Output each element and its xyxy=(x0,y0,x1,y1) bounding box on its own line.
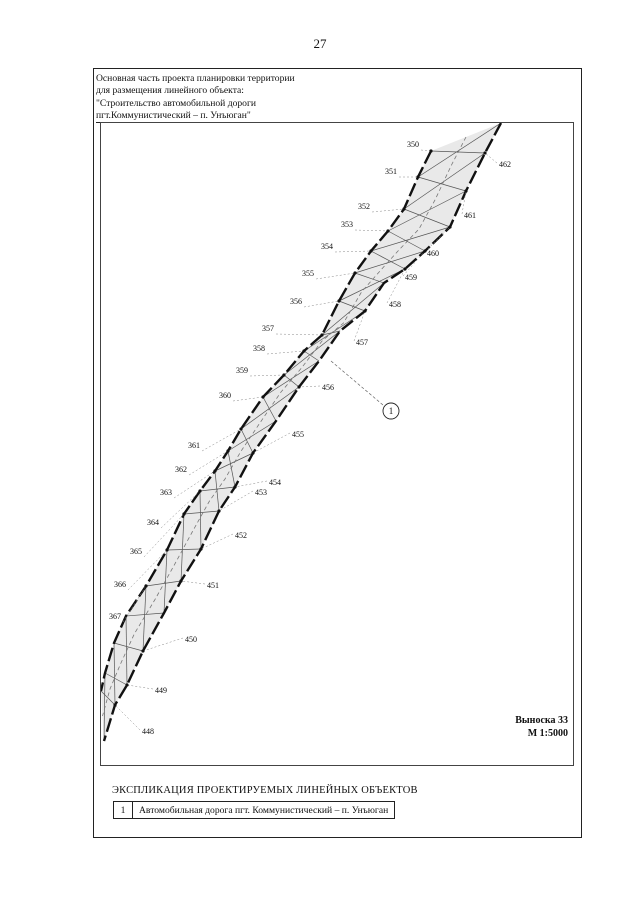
label-leader-line xyxy=(115,705,140,730)
title-block xyxy=(96,73,295,122)
boundary-point-label: 351 xyxy=(385,167,397,176)
row-number: 1 xyxy=(114,802,133,819)
label-leader-line xyxy=(316,273,355,279)
title-line-4: пгт.Коммунистический – п. Унъюган" xyxy=(96,109,251,121)
boundary-point-label: 451 xyxy=(207,581,219,590)
title-line-2: для размещения линейного объекта: xyxy=(96,85,244,97)
boundary-point-label: 352 xyxy=(358,202,370,211)
explication-table xyxy=(113,801,395,819)
boundary-point-label: 454 xyxy=(269,478,281,487)
callout-title: Выноска 33 xyxy=(515,715,568,726)
label-leader-line xyxy=(181,581,205,584)
label-leader-line xyxy=(250,375,284,376)
boundary-point-marker xyxy=(141,649,144,652)
boundary-point-marker xyxy=(179,579,182,582)
boundary-point-marker xyxy=(144,584,147,587)
callout-leader-line xyxy=(331,361,383,405)
label-leader-line xyxy=(485,153,497,163)
boundary-point-marker xyxy=(353,271,356,274)
row-name: Автомобильная дорога пгт. Коммунистический – п. Унъюган xyxy=(133,802,395,819)
boundary-point-marker xyxy=(483,151,486,154)
boundary-point-marker xyxy=(165,548,168,551)
title-line-1: Основная часть проекта планировки территории xyxy=(96,73,295,84)
boundary-point-label: 462 xyxy=(499,160,511,169)
boundary-point-label: 350 xyxy=(407,140,419,149)
boundary-point-label: 364 xyxy=(147,518,159,527)
boundary-point-marker xyxy=(198,489,201,492)
label-leader-line xyxy=(276,334,322,335)
title-line-3: "Строительство автомобильной дороги xyxy=(96,97,257,109)
boundary-point-label: 458 xyxy=(389,300,401,309)
boundary-point-label: 457 xyxy=(356,338,368,347)
boundary-point-label: 455 xyxy=(292,430,304,439)
boundary-point-label: 453 xyxy=(255,488,267,497)
boundary-point-label: 460 xyxy=(427,249,439,258)
boundary-point-label: 449 xyxy=(155,686,167,695)
boundary-point-marker xyxy=(261,395,264,398)
boundary-point-label: 367 xyxy=(109,612,121,621)
label-leader-line xyxy=(335,251,371,252)
boundary-point-marker xyxy=(233,485,236,488)
boundary-point-label: 365 xyxy=(130,547,142,556)
explication-title: ЭКСПЛИКАЦИЯ ПРОЕКТИРУЕМЫХ ЛИНЕЙНЫХ ОБЪЕКТОВ xyxy=(112,785,418,796)
boundary-point-label: 354 xyxy=(321,242,333,251)
callout-number: 1 xyxy=(388,406,394,416)
boundary-point-label: 361 xyxy=(188,441,200,450)
boundary-point-label: 359 xyxy=(236,366,248,375)
boundary-point-marker xyxy=(113,703,116,706)
boundary-point-marker xyxy=(402,207,405,210)
boundary-point-marker xyxy=(302,349,305,352)
boundary-point-label: 358 xyxy=(253,344,265,353)
boundary-point-label: 356 xyxy=(290,297,302,306)
boundary-point-marker xyxy=(297,385,300,388)
boundary-point-marker xyxy=(213,469,216,472)
boundary-point-marker xyxy=(337,299,340,302)
label-leader-line xyxy=(127,685,153,689)
boundary-point-marker xyxy=(363,309,366,312)
boundary-point-marker xyxy=(369,249,372,252)
label-leader-line xyxy=(233,397,263,401)
table-row xyxy=(114,802,395,819)
boundary-point-label: 452 xyxy=(235,531,247,540)
boundary-point-label: 363 xyxy=(160,488,172,497)
boundary-point-marker xyxy=(282,373,285,376)
boundary-point-marker xyxy=(464,189,467,192)
boundary-point-label: 450 xyxy=(185,635,197,644)
boundary-point-marker xyxy=(423,249,426,252)
callout-block xyxy=(515,714,568,740)
boundary-point-marker xyxy=(429,149,432,152)
boundary-point-marker xyxy=(217,509,220,512)
boundary-point-label: 360 xyxy=(219,391,231,400)
label-leader-line xyxy=(304,301,339,307)
boundary-point-marker xyxy=(226,449,229,452)
label-leader-line xyxy=(372,209,404,212)
scale-label: М 1:5000 xyxy=(527,728,568,739)
boundary-point-marker xyxy=(239,427,242,430)
boundary-point-label: 366 xyxy=(114,580,126,589)
boundary-point-marker xyxy=(320,333,323,336)
boundary-point-marker xyxy=(199,547,202,550)
boundary-point-marker xyxy=(125,683,128,686)
boundary-point-marker xyxy=(251,451,254,454)
boundary-point-label: 362 xyxy=(175,465,187,474)
boundary-point-marker xyxy=(403,267,406,270)
boundary-point-label: 459 xyxy=(405,273,417,282)
boundary-point-label: 353 xyxy=(341,220,353,229)
label-leader-line xyxy=(235,481,267,487)
boundary-point-label: 448 xyxy=(142,727,154,736)
page-number: 27 xyxy=(313,36,327,51)
label-leader-line xyxy=(355,230,388,231)
boundary-point-marker xyxy=(416,175,419,178)
boundary-point-marker xyxy=(182,512,185,515)
boundary-point-label: 461 xyxy=(464,211,476,220)
map-window xyxy=(100,122,574,766)
boundary-point-marker xyxy=(448,225,451,228)
label-leader-line xyxy=(299,386,320,387)
boundary-point-label: 357 xyxy=(262,324,274,333)
boundary-point-label: 355 xyxy=(302,269,314,278)
boundary-point-marker xyxy=(386,229,389,232)
boundary-point-label: 456 xyxy=(322,383,334,392)
road-corridor-map xyxy=(101,123,574,766)
label-leader-line xyxy=(267,351,304,354)
